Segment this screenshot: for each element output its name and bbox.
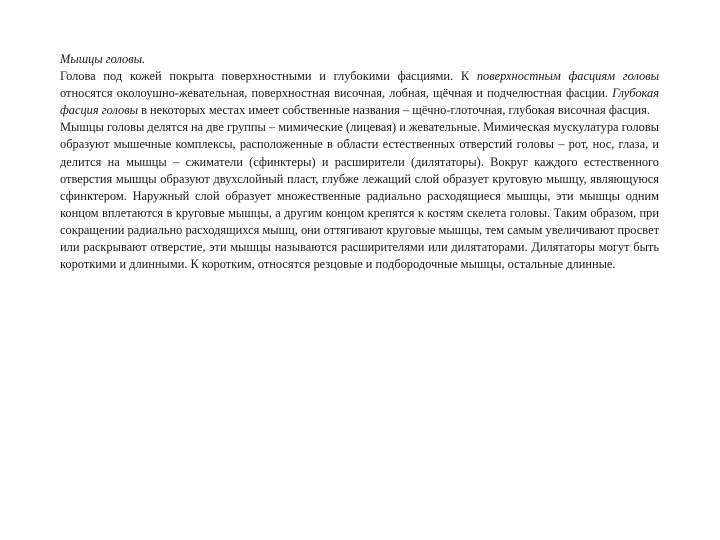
paragraph-fascia-term-superficial: поверхностным фасциям головы (476, 69, 659, 84)
paragraph-fascia-term-deep: Глубокая фасция головы (60, 86, 659, 118)
paragraph-fascia-text-1: Голова под кожей покрыта поверхностными и глубокими фасциями. К (60, 69, 477, 84)
paragraph-fascia-text-3: в некоторых местах имеет собственные названия – щёчно-глоточная, глубокая височная фасция. (137, 103, 650, 118)
paragraph-muscles: Мышцы головы делятся на две группы – мимические (лицевая) и жевательные. Мимическая мускулатура головы образуют мышечные комплексы, расположенные в области естественных отверстий головы – рот, нос, глаза, и делится на мышцы – сжиматели (сфинктеры) и расширители (дилятаторы). Вокруг каждого естественного отверстия мышцы образуют двухслойный пласт, глубже лежащий слой образует круговую мышцу, являющуюся сфинктером. Наружный слой образует множественные радиально расходящиеся мышцы, эти мышцы одним концом вплетаются в круговые мышцы, а другим концом крепятся к костям скелета головы. Таким образом, при сокращении радиально расходящихся мышц, они оттягивают круговые мышцы, тем самым увеличивают просвет или раскрывают отверстие, эти мышцы называются расширителями или дилятаторами. Дилятаторы могут быть короткими и длинными. К коротким, относятся резцовые и подбородочные мышцы, остальные длинные. (60, 120, 659, 272)
paragraph-fascia-text-2: относятся околоушно-жевательная, поверхностная височная, лобная, щёчная и подчелюстная фасции. (60, 86, 613, 101)
document-body (60, 51, 659, 273)
section-heading: Мышцы головы. (60, 52, 146, 66)
paragraph-fascia (60, 68, 659, 119)
